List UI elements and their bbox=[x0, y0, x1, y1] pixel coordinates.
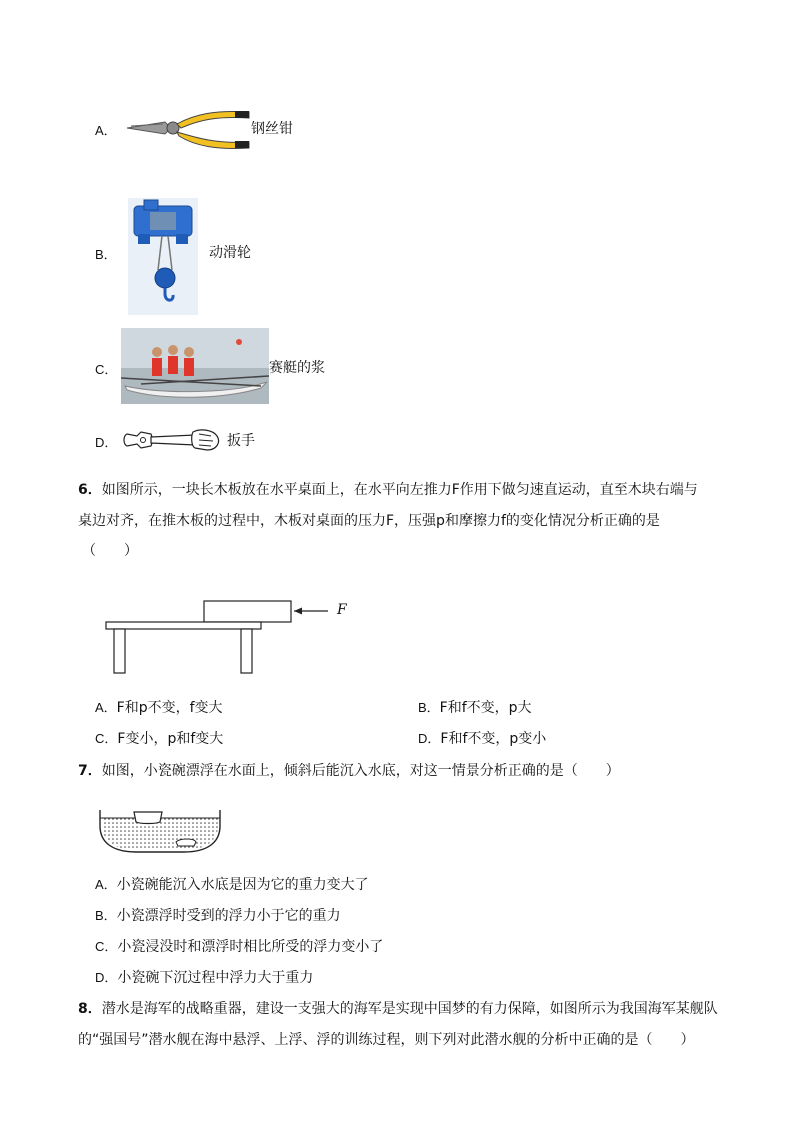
option-label: 钢丝钳 bbox=[251, 121, 293, 137]
question-6-line-1 bbox=[78, 479, 698, 499]
question-number: 7． bbox=[78, 763, 102, 779]
option-label: 赛艇的浆 bbox=[269, 360, 325, 376]
option-letter: B． bbox=[95, 247, 117, 262]
question-7-option-a[interactable]: A．小瓷碗能沉入水底是因为它的重力变大了 bbox=[95, 877, 369, 893]
figure-table-board bbox=[100, 595, 360, 677]
bowl-water-diagram bbox=[96, 798, 224, 854]
question-6-option-a[interactable]: A．F和p不变，f变大 bbox=[95, 700, 223, 716]
wrench-icon bbox=[121, 426, 225, 454]
hoist-pulley-icon bbox=[128, 198, 198, 315]
table-board-diagram bbox=[100, 595, 360, 677]
option-b[interactable] bbox=[95, 198, 315, 316]
option-d[interactable] bbox=[95, 426, 315, 456]
question-text: 如图所示，一块长木板放在水平桌面上，在水平向左推力F作用下做匀速直运动，直至木块右端与 bbox=[101, 482, 698, 498]
question-6-line-3: （ ） bbox=[82, 543, 138, 559]
option-a[interactable] bbox=[95, 118, 315, 158]
question-7-option-c[interactable]: C．小瓷浸没时和漂浮时相比所受的浮力变小了 bbox=[95, 939, 384, 955]
option-c[interactable] bbox=[95, 328, 355, 406]
question-6-option-c[interactable]: C．F变小，p和f变大 bbox=[95, 731, 224, 747]
question-text: 如图，小瓷碗漂浮在水面上，倾斜后能沉入水底，对这一情景分析正确的是（ ） bbox=[101, 763, 620, 779]
rowing-boat-photo bbox=[121, 328, 269, 404]
question-number: 6． bbox=[78, 482, 102, 498]
question-8-line-2: 的“强国号”潜水舰在海中悬浮、上浮、浮的训练过程，则下列对此潜水舰的分析中正确的是（ ） bbox=[78, 1032, 695, 1048]
option-letter: C． bbox=[95, 362, 118, 377]
question-number: 8． bbox=[78, 1001, 102, 1017]
option-letter: D． bbox=[95, 435, 118, 450]
pliers-icon bbox=[125, 106, 251, 152]
question-7-option-b[interactable]: B．小瓷漂浮时受到的浮力小于它的重力 bbox=[95, 908, 341, 924]
option-label: 扳手 bbox=[227, 433, 255, 449]
force-label: F bbox=[337, 602, 347, 618]
question-6-option-b[interactable]: B．F和f不变，p大 bbox=[418, 700, 532, 716]
question-text: 潜水是海军的战略重器，建设一支强大的海军是实现中国梦的有力保障，如图所示为我国海军某舰队 bbox=[101, 1001, 718, 1017]
option-letter: A． bbox=[95, 123, 117, 138]
question-6-option-d[interactable]: D．F和f不变，p变小 bbox=[418, 731, 547, 747]
question-6-line-2: 桌边对齐，在推木板的过程中，木板对桌面的压力F，压强p和摩擦力f的变化情况分析正确的是 bbox=[78, 513, 660, 529]
question-7-line-1 bbox=[78, 760, 620, 780]
question-8-line-1 bbox=[78, 998, 718, 1018]
question-7-option-d[interactable]: D．小瓷碗下沉过程中浮力大于重力 bbox=[95, 970, 314, 986]
option-label: 动滑轮 bbox=[209, 245, 251, 261]
